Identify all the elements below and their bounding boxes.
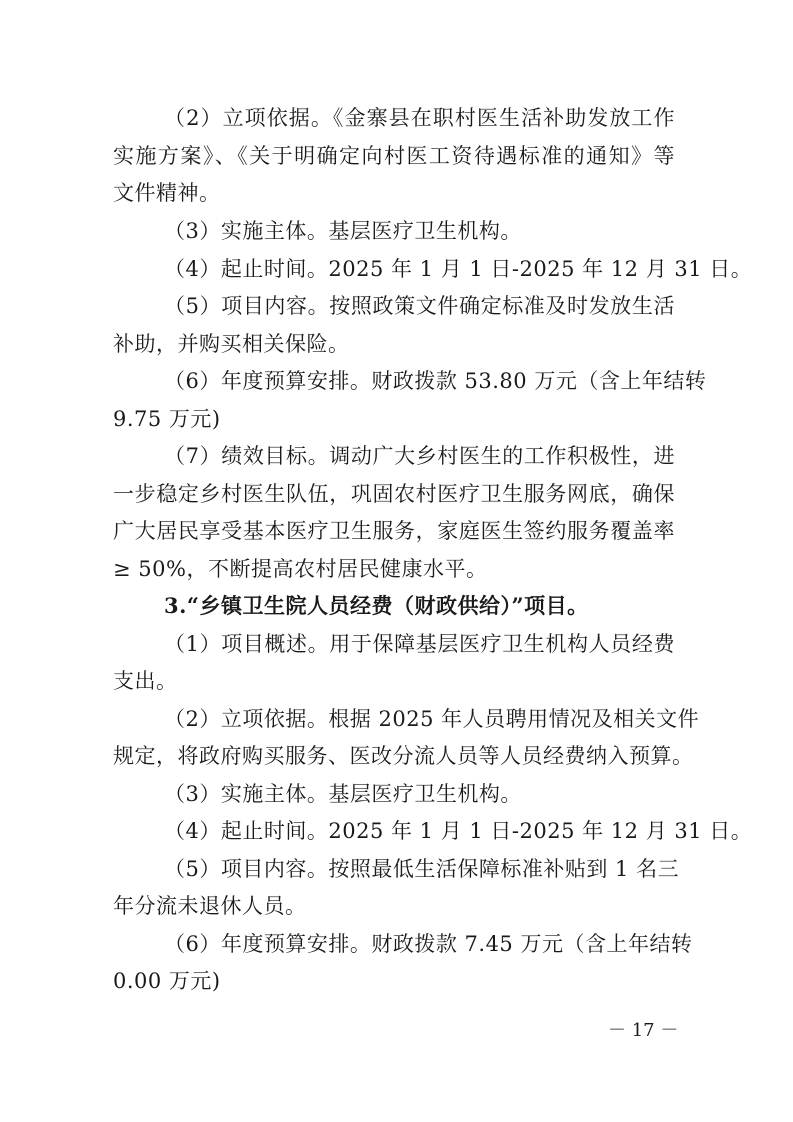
section-heading: 3.“乡镇卫生院人员经费（财政供给）”项目。: [164, 593, 589, 618]
paragraph-line: 支出。: [113, 669, 178, 693]
paragraph-line: 一步稳定乡村医生队伍，巩固农村医疗卫生服务网底，确保: [113, 482, 675, 506]
paragraph-line: 广大居民享受基本医疗卫生服务，家庭医生签约服务覆盖率: [113, 519, 675, 543]
paragraph-line: （2）立项依据。《金寨县在职村医生活补助发放工作: [164, 106, 675, 130]
paragraph-line: （5）项目内容。按照政策文件确定标准及时发放生活: [164, 294, 675, 318]
paragraph-line: 年分流未退休人员。: [113, 894, 307, 918]
paragraph-line: （5）项目内容。按照最低生活保障标准补贴到 1 名三: [164, 857, 680, 881]
paragraph-line: （4）起止时间。2025 年 1 月 1 日-2025 年 12 月 31 日。: [164, 257, 753, 281]
paragraph-line: （3）实施主体。基层医疗卫生机构。: [164, 782, 522, 806]
paragraph-line: （6）年度预算安排。财政拨款 7.45 万元（含上年结转: [164, 932, 693, 956]
paragraph-line: 规定，将政府购买服务、医改分流人员等人员经费纳入预算。: [113, 744, 694, 768]
paragraph-line: 文件精神。: [113, 181, 221, 205]
paragraph-line: 实施方案》、《关于明确定向村医工资待遇标准的通知》等: [113, 144, 675, 168]
paragraph-line: （6）年度预算安排。财政拨款 53.80 万元（含上年结转: [164, 369, 707, 393]
paragraph-line: （2）立项依据。根据 2025 年人员聘用情况及相关文件: [164, 707, 700, 731]
paragraph-line: 0.00 万元): [113, 969, 221, 993]
paragraph-line: 补助，并购买相关保险。: [113, 332, 350, 356]
paragraph-line: 9.75 万元): [113, 407, 221, 431]
paragraph-line: （1）项目概述。用于保障基层医疗卫生机构人员经费: [164, 632, 675, 656]
paragraph-line: （7）绩效目标。调动广大乡村医生的工作积极性，进: [164, 444, 675, 468]
page-number: － 17 －: [608, 1020, 679, 1041]
paragraph-line: （3）实施主体。基层医疗卫生机构。: [164, 219, 522, 243]
paragraph-line: ≥ 50%，不断提高农村居民健康水平。: [113, 557, 488, 581]
paragraph-line: （4）起止时间。2025 年 1 月 1 日-2025 年 12 月 31 日。: [164, 819, 753, 843]
